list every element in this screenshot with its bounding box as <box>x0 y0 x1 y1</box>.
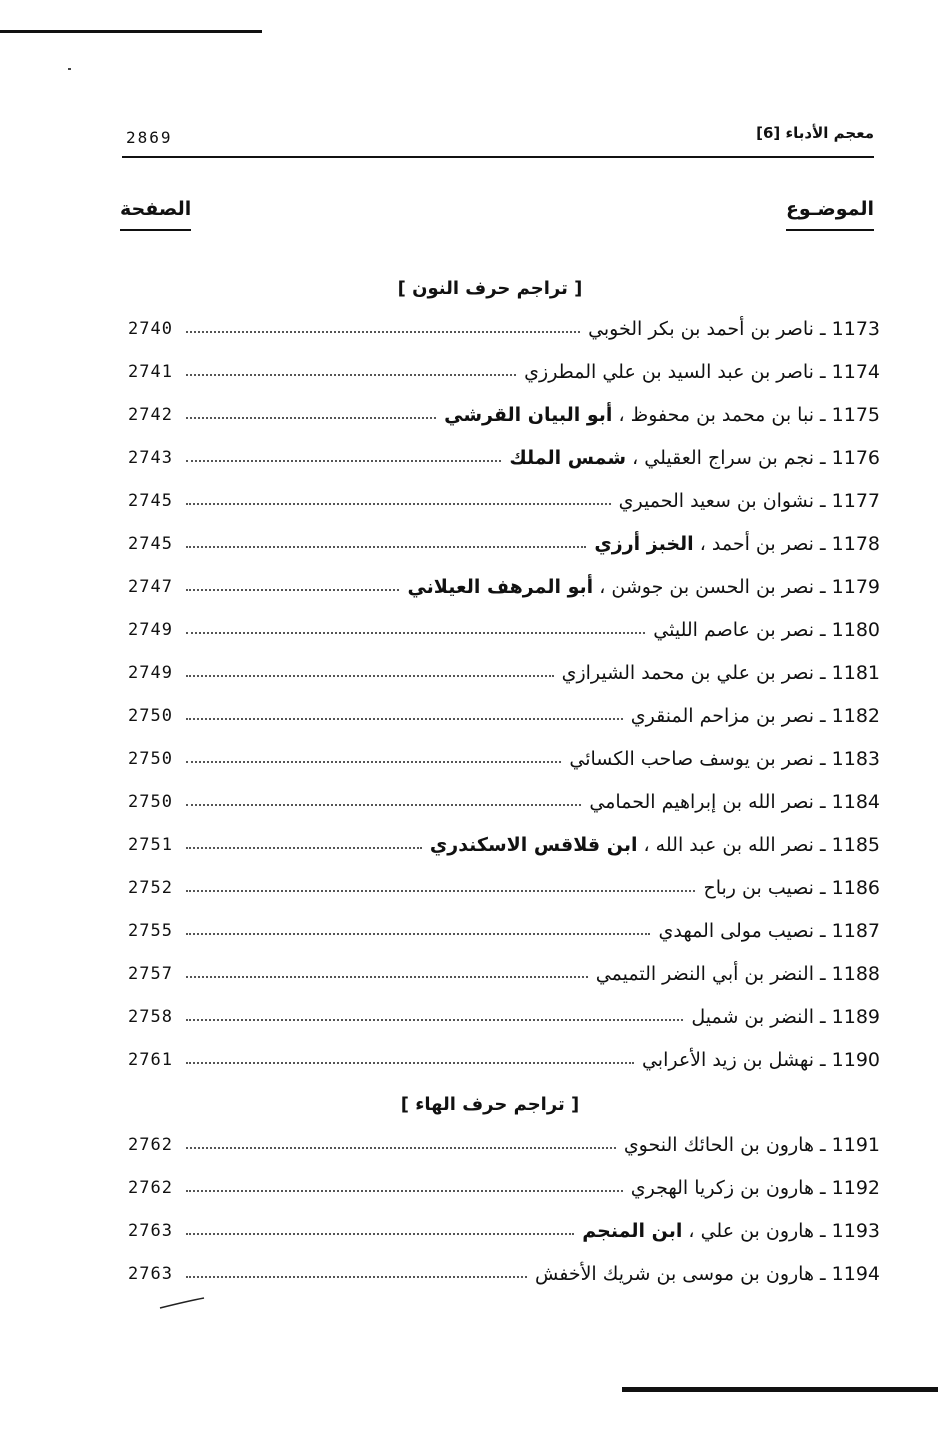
entry-name: ناصر بن أحمد بن بكر الخوبي <box>588 318 814 340</box>
entry-page-number: 2755 <box>128 921 173 941</box>
entry-name: نهشل بن زيد الأعرابي <box>641 1049 814 1071</box>
entry-page-number: 2763 <box>128 1264 173 1284</box>
entry-page-number: 2752 <box>128 878 173 898</box>
entry-number: 1190 <box>831 1049 880 1071</box>
entry-dash: ـ <box>813 791 832 813</box>
entry-dash: ـ <box>813 748 832 770</box>
entry-page-number: 2751 <box>128 835 173 855</box>
dot-leader <box>186 1190 623 1192</box>
entry-number: 1175 <box>831 404 880 426</box>
toc-entry[interactable] <box>120 916 880 946</box>
entry-title <box>582 1216 880 1246</box>
entry-number: 1193 <box>831 1220 880 1242</box>
entry-page-number: 2742 <box>128 405 173 425</box>
column-heading-page: الصفحة <box>120 198 191 231</box>
entry-name: نشوان بن سعيد الحميري <box>618 490 814 512</box>
entry-page-number: 2745 <box>128 491 173 511</box>
entry-number: 1178 <box>831 533 880 555</box>
entry-number: 1192 <box>831 1177 880 1199</box>
toc-entry[interactable] <box>120 658 880 688</box>
dot-leader <box>186 1019 683 1021</box>
entry-number: 1189 <box>831 1006 880 1028</box>
entry-page-number: 2750 <box>128 749 173 769</box>
entry-name: هارون بن موسى بن شريك الأخفش <box>535 1263 814 1285</box>
entry-name: النضر بن أبي النضر التميمي <box>595 963 814 985</box>
entry-epithet: شمس الملك <box>509 447 627 469</box>
entry-page-number: 2758 <box>128 1007 173 1027</box>
entry-page-number: 2745 <box>128 534 173 554</box>
toc-entry[interactable] <box>120 873 880 903</box>
dot-leader <box>186 718 623 720</box>
toc-entry[interactable] <box>120 443 880 473</box>
entry-dash: ـ <box>813 877 832 899</box>
entry-title <box>631 701 880 731</box>
toc-entry[interactable] <box>120 959 880 989</box>
entry-number: 1184 <box>831 791 880 813</box>
entry-title <box>624 1130 880 1160</box>
entry-name: نصر الله بن إبراهيم الحمامي <box>589 791 814 813</box>
toc-entry[interactable] <box>120 1173 880 1203</box>
entry-name: نصر بن علي بن محمد الشيرازي <box>561 662 814 684</box>
entry-dash: ـ <box>813 834 832 856</box>
section-title: [ تراجم حرف النون ] <box>397 278 583 299</box>
entry-title <box>562 658 880 688</box>
entry-page-number: 2761 <box>128 1050 173 1070</box>
entry-title <box>569 744 880 774</box>
entry-number: 1174 <box>831 361 880 383</box>
entry-dash: ـ <box>813 404 832 426</box>
entry-name: ناصر بن عبد السيد بن علي المطرزي <box>524 361 814 383</box>
entry-epithet: ابن قلاقس الاسكندري <box>429 834 638 856</box>
dot-leader <box>186 976 588 978</box>
dot-leader <box>186 675 554 677</box>
dot-leader <box>186 847 422 849</box>
entry-name: نصر بن الحسن بن جوشن ، <box>593 576 814 598</box>
entry-page-number: 2750 <box>128 706 173 726</box>
toc-entry[interactable] <box>120 615 880 645</box>
entry-dash: ـ <box>813 1049 832 1071</box>
entry-dash: ـ <box>813 963 832 985</box>
entry-title <box>691 1002 880 1032</box>
entry-title <box>658 916 880 946</box>
entry-number: 1191 <box>831 1134 880 1156</box>
entry-title <box>588 314 880 344</box>
toc-entry[interactable] <box>120 1002 880 1032</box>
entry-page-number: 2740 <box>128 319 173 339</box>
entry-dash: ـ <box>813 318 832 340</box>
entry-page-number: 2741 <box>128 362 173 382</box>
entry-dash: ـ <box>813 576 832 598</box>
dot-leader <box>186 417 436 419</box>
entry-number: 1186 <box>831 877 880 899</box>
entry-dash: ـ <box>813 447 832 469</box>
entry-title <box>407 572 880 602</box>
dot-leader <box>186 1276 527 1278</box>
entry-title <box>509 443 880 473</box>
header-page-number: 2869 <box>126 128 173 147</box>
dot-leader <box>186 804 581 806</box>
entry-epithet: أبو المرهف العيلاني <box>407 576 594 598</box>
dot-leader <box>186 1233 574 1235</box>
toc-entry[interactable] <box>120 486 880 516</box>
dot-leader <box>186 1147 616 1149</box>
pen-stroke-mark <box>158 1296 206 1310</box>
entry-name: نبا بن محمد بن محفوظ ، <box>612 404 814 426</box>
entry-name: هارون بن علي ، <box>682 1220 814 1242</box>
toc-entry[interactable] <box>120 357 880 387</box>
entry-title <box>653 615 880 645</box>
entry-name: هارون بن زكريا الهجري <box>630 1177 814 1199</box>
toc-entry[interactable] <box>120 572 880 602</box>
entry-number: 1187 <box>831 920 880 942</box>
entry-title <box>594 529 880 559</box>
toc-entry[interactable] <box>120 1130 880 1160</box>
dot-leader <box>186 933 650 935</box>
dot-leader <box>186 374 516 376</box>
entry-dash: ـ <box>813 1220 832 1242</box>
dot-leader <box>186 503 611 505</box>
entry-dash: ـ <box>813 490 832 512</box>
entry-title <box>430 830 880 860</box>
column-heading-topic: الموضـوع <box>786 198 874 231</box>
dot-leader <box>186 589 399 591</box>
entry-title <box>642 1045 880 1075</box>
entry-page-number: 2757 <box>128 964 173 984</box>
entry-epithet: ابن المنجم <box>582 1220 683 1242</box>
entry-number: 1188 <box>831 963 880 985</box>
entry-name: نصر بن عاصم الليثي <box>653 619 814 641</box>
entry-number: 1183 <box>831 748 880 770</box>
toc-entry[interactable] <box>120 787 880 817</box>
entry-title <box>524 357 880 387</box>
dot-leader <box>186 890 695 892</box>
entry-title <box>619 486 880 516</box>
entry-name: نصر الله بن عبد الله ، <box>637 834 814 856</box>
toc-entry[interactable] <box>120 744 880 774</box>
entry-title <box>535 1259 880 1289</box>
dot-leader <box>186 632 645 634</box>
entry-title <box>703 873 880 903</box>
entry-name: نجم بن سراج العقيلي ، <box>626 447 814 469</box>
scan-edge-line-bottom <box>622 1387 938 1392</box>
section-title: [ تراجم حرف الهاء ] <box>400 1094 580 1115</box>
entry-page-number: 2762 <box>128 1135 173 1155</box>
entry-dash: ـ <box>813 1134 832 1156</box>
entry-dash: ـ <box>813 533 832 555</box>
entry-page-number: 2762 <box>128 1178 173 1198</box>
entry-name: نصر بن أحمد ، <box>693 533 814 555</box>
entry-number: 1177 <box>831 490 880 512</box>
entry-dash: ـ <box>813 1177 832 1199</box>
toc-entry[interactable] <box>120 1045 880 1075</box>
entry-page-number: 2747 <box>128 577 173 597</box>
dot-leader <box>186 331 580 333</box>
entry-dash: ـ <box>813 705 832 727</box>
entry-page-number: 2763 <box>128 1221 173 1241</box>
dot-leader <box>186 1062 634 1064</box>
entry-dash: ـ <box>813 361 832 383</box>
entry-page-number: 2750 <box>128 792 173 812</box>
toc-entry[interactable] <box>120 314 880 344</box>
entry-name: نصيب بن رباح <box>703 877 814 899</box>
entry-number: 1185 <box>831 834 880 856</box>
entry-title <box>596 959 880 989</box>
entry-number: 1173 <box>831 318 880 340</box>
entry-name: النضر بن شميل <box>691 1006 814 1028</box>
entry-dash: ـ <box>813 1263 832 1285</box>
dot-leader <box>186 460 501 462</box>
entry-dash: ـ <box>813 619 832 641</box>
toc-entry[interactable] <box>120 1259 880 1289</box>
running-header <box>122 122 874 158</box>
entry-number: 1179 <box>831 576 880 598</box>
entry-number: 1176 <box>831 447 880 469</box>
toc-entry[interactable] <box>120 830 880 860</box>
entry-title <box>444 400 880 430</box>
header-book-title: معجم الأدباء [6] <box>756 124 874 142</box>
entry-dash: ـ <box>813 662 832 684</box>
entry-page-number: 2743 <box>128 448 173 468</box>
entry-title <box>631 1173 880 1203</box>
entry-number: 1180 <box>831 619 880 641</box>
entry-number: 1181 <box>831 662 880 684</box>
entry-name: نصر بن مزاحم المنقري <box>630 705 814 727</box>
dot-leader <box>186 761 561 763</box>
entry-page-number: 2749 <box>128 663 173 683</box>
scan-edge-line-top <box>0 30 262 33</box>
dot-leader <box>186 546 586 548</box>
entry-page-number: 2749 <box>128 620 173 640</box>
entry-dash: ـ <box>813 920 832 942</box>
entry-dash: ـ <box>813 1006 832 1028</box>
entry-number: 1194 <box>831 1263 880 1285</box>
toc-entry[interactable] <box>120 1216 880 1246</box>
entry-epithet: الخبز أرزي <box>594 533 694 555</box>
entry-name: هارون بن الحائك النحوي <box>623 1134 814 1156</box>
scan-speck <box>68 68 71 70</box>
toc-entry[interactable] <box>120 400 880 430</box>
entry-epithet: أبو البيان القرشي <box>444 404 613 426</box>
entry-number: 1182 <box>831 705 880 727</box>
toc-entry[interactable] <box>120 701 880 731</box>
toc-entry[interactable] <box>120 529 880 559</box>
entry-name: نصيب مولى المهدي <box>658 920 814 942</box>
entry-title <box>589 787 880 817</box>
entry-name: نصر بن يوسف صاحب الكسائي <box>569 748 814 770</box>
